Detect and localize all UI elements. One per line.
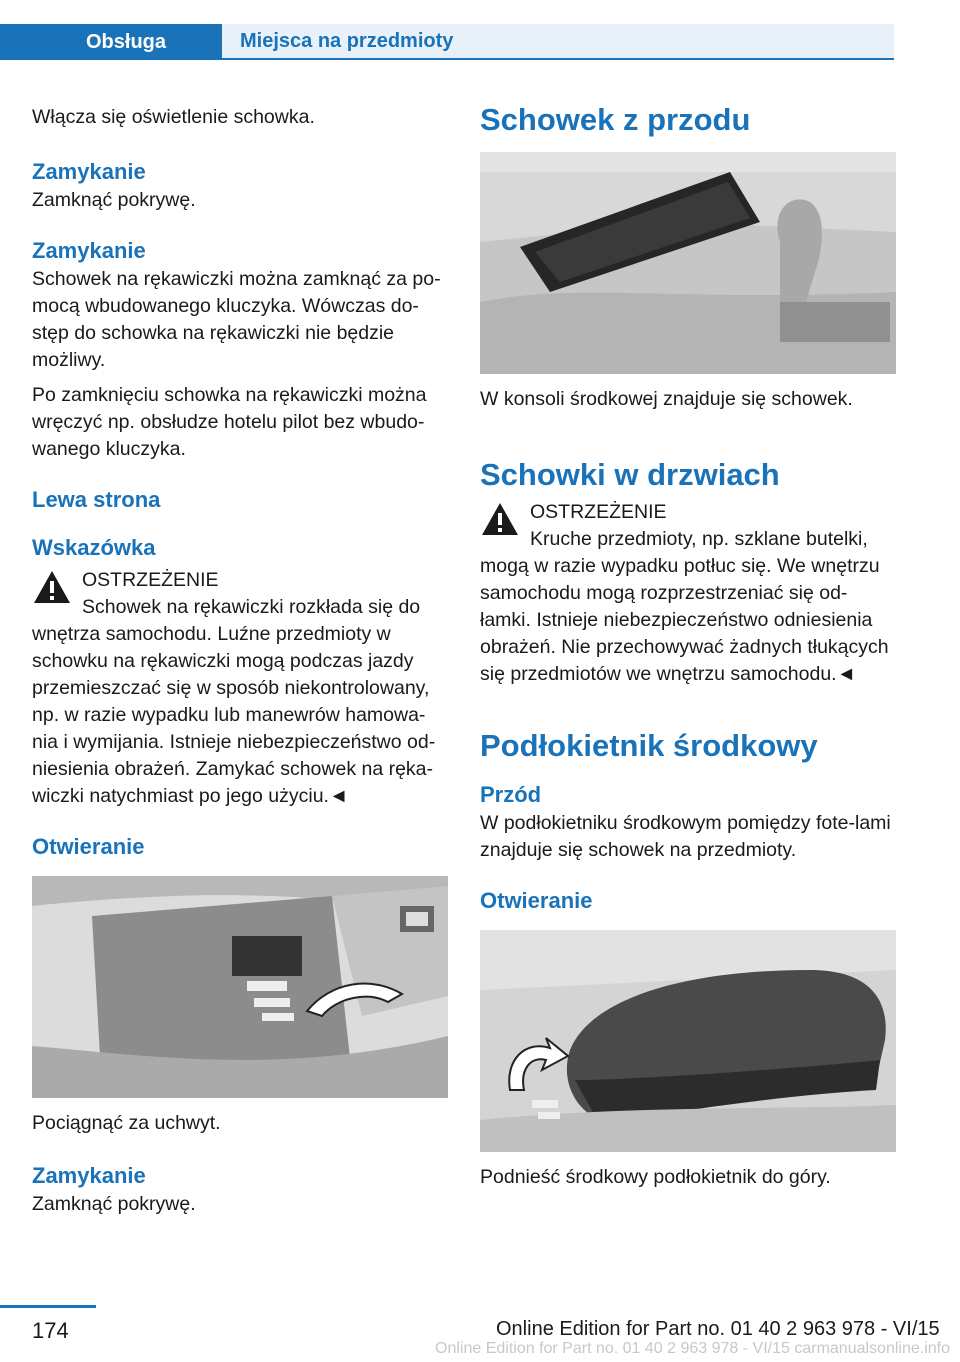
front-storage-image	[480, 152, 896, 374]
left-column	[32, 96, 448, 1218]
image-caption: W konsoli środkowej znajduje się schowek.	[480, 388, 853, 410]
heading-zamykanie: Zamykanie	[32, 238, 146, 263]
heading-otwieranie: Otwieranie	[32, 834, 145, 859]
armrest-illustration	[480, 930, 896, 1152]
paragraph: Zamknąć pokrywę.	[32, 189, 196, 211]
paragraph: Schowek na rękawiczki można zamknąć za po-mocą wbudowanego kluczyka. Wówczas do-stęp do schowka na rękawiczki nie będzie możliwy.	[32, 268, 441, 371]
warning-icon	[480, 501, 520, 537]
warning-block	[32, 567, 448, 810]
warning-title: OSTRZEŻENIE	[82, 569, 219, 591]
tab-obsluga[interactable]: Obsługa	[0, 24, 222, 60]
warning-block	[480, 499, 896, 688]
heading-przod: Przód	[480, 782, 542, 807]
paragraph: Po zamknięciu schowka na rękawiczki można wręczyć np. obsłudze hotelu pilot bez wbudo-wanego kluczyka.	[32, 384, 427, 460]
warning-text: Schowek na rękawiczki rozkłada się do wnętrza samochodu. Luźne przedmioty w schowku na rękawiczki mogą podczas jazdy przemieszczać się w sposób niekontrolowany, np. w razie wypadku lub manewrów hamowa-nia i wymijania. Istnieje niebezpieczeństwo od-niesienia obrażeń. Zamykać schowek na ręka-wiczki natychmiast po jego użyciu.◄	[32, 596, 436, 807]
tab-miejsca-na-przedmioty[interactable]: Miejsca na przedmioty	[222, 24, 894, 60]
heading-podlokietnik-srodkowy: Podłokietnik środkowy	[480, 728, 818, 763]
warning-title: OSTRZEŻENIE	[530, 501, 667, 523]
glovebox-illustration	[32, 876, 448, 1098]
heading-wskazowka: Wskazówka	[32, 535, 156, 560]
paragraph: W podłokietniku środkowym pomiędzy fote-lami znajduje się schowek na przedmioty.	[480, 812, 891, 861]
right-column	[480, 96, 896, 1191]
heading-zamykanie: Zamykanie	[32, 159, 146, 184]
armrest-image	[480, 930, 896, 1152]
front-storage-illustration	[480, 152, 896, 374]
heading-schowki-w-drzwiach: Schowki w drzwiach	[480, 457, 780, 492]
image-caption: Pociągnąć za uchwyt.	[32, 1112, 221, 1134]
heading-zamykanie: Zamykanie	[32, 1163, 146, 1188]
paragraph: Zamknąć pokrywę.	[32, 1193, 196, 1215]
warning-icon	[32, 569, 72, 605]
heading-schowek-z-przodu: Schowek z przodu	[480, 102, 751, 137]
header-tabbar	[0, 24, 894, 60]
warning-text: Kruche przedmioty, np. szklane butelki, mogą w razie wypadku potłuc się. We wnętrzu samochodu mogą rozprzestrzeniać się od-łamki. Istnieje niebezpieczeństwo odniesienia obrażeń. Nie przechowywać żadnych tłukących się przedmiotów we wnętrzu samochodu.◄	[480, 528, 889, 685]
glovebox-image	[32, 876, 448, 1098]
heading-otwieranie: Otwieranie	[480, 888, 593, 913]
image-caption: Podnieść środkowy podłokietnik do góry.	[480, 1166, 831, 1188]
footer-accent-line	[0, 1305, 96, 1308]
edition-text: Online Edition for Part no. 01 40 2 963 978 - VI/15	[496, 1318, 940, 1340]
paragraph: Włącza się oświetlenie schowka.	[32, 106, 315, 128]
watermark: Online Edition for Part no. 01 40 2 963 978 - VI/15 carmanualsonline.info	[435, 1340, 950, 1357]
page-number: 174	[32, 1318, 69, 1343]
heading-lewa-strona: Lewa strona	[32, 487, 161, 512]
